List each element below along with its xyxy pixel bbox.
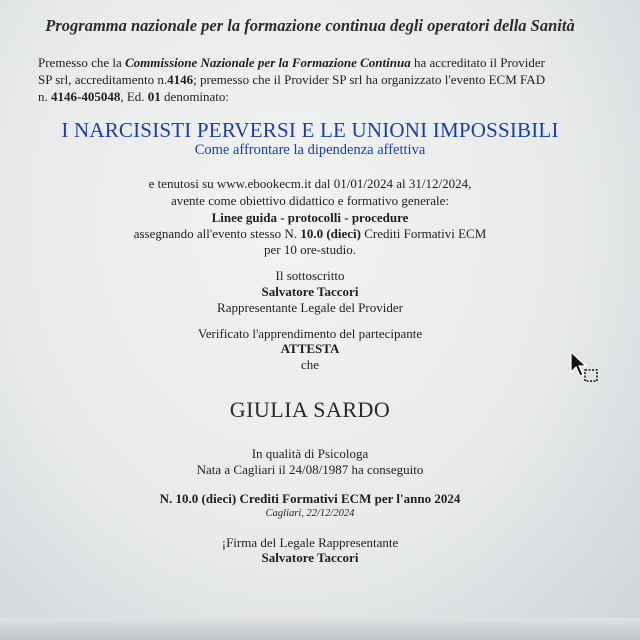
edition-number: 01 [147, 89, 161, 104]
intro-text: denominato: [160, 89, 230, 104]
intro-text: n. [38, 89, 51, 104]
intro-line-3 [38, 89, 229, 105]
qualification: In qualità di Psicologa [251, 446, 369, 461]
intro-text: Premesso che la [38, 55, 126, 70]
credits-assigned [6, 226, 614, 242]
birth-info: Nata a Cagliari il 24/08/1987 ha conseguito [196, 462, 424, 477]
credits-value: 10.0 (dieci) [300, 226, 361, 241]
event-subtitle: Come affrontare la dipendenza affettiva [194, 142, 426, 158]
attesta-label: ATTESTA [280, 341, 340, 356]
accreditation-number: 4146 [167, 72, 194, 87]
program-header: Programma nazionale per la formazione continua degli operatori della Sanità [45, 16, 575, 35]
signature-name: Salvatore Taccori [261, 550, 359, 565]
verification-text: Verificato l'apprendimento del partecipante [197, 326, 423, 341]
undersigned-role: Rappresentante Legale del Provider [217, 300, 403, 315]
undersigned-label: Il sottoscritto [275, 268, 345, 283]
credits-text: assegnando all'evento stesso N. [133, 226, 301, 241]
event-title: I NARCISISTI PERVERSI E LE UNIONI IMPOSSIBILI [61, 118, 559, 142]
certificate-document [6, 0, 614, 640]
undersigned-name: Salvatore Taccori [261, 284, 359, 299]
arrow-pointer-with-resize-box-icon [568, 350, 602, 390]
credits-text: Crediti Formativi ECM [360, 226, 487, 241]
monitor-bezel [0, 618, 640, 640]
event-dates: e tenutosi su www.ebookecm.it dal 01/01/2024 al 31/12/2024, [148, 176, 472, 191]
participant-name: GIULIA SARDO [229, 397, 391, 422]
intro-text: ; premesso che il Provider SP srl ha organizzato l'evento ECM FAD [193, 72, 546, 87]
credits-awarded: N. 10.0 (dieci) Crediti Formativi ECM per l'anno 2024 [159, 491, 461, 506]
intro-text: SP srl, accreditamento n. [38, 72, 168, 87]
signature-label: ¡Firma del Legale Rappresentante [221, 535, 399, 550]
study-hours: per 10 ore-studio. [263, 242, 357, 257]
intro-text: ha accreditato il Provider [410, 55, 545, 70]
place-date: Cagliari, 22/12/2024 [265, 508, 355, 519]
intro-line-1 [38, 55, 545, 71]
objective: Linee guida - protocolli - procedure [211, 210, 409, 225]
che-label: che [300, 357, 320, 372]
intro-text: , Ed. [120, 89, 148, 104]
commission-name: Commissione Nazionale per la Formazione Continua [125, 55, 411, 70]
objective-intro: avente come obiettivo didattico e formativo generale: [171, 193, 449, 208]
event-number: 4146-405048 [51, 89, 121, 104]
intro-line-2 [38, 72, 545, 88]
